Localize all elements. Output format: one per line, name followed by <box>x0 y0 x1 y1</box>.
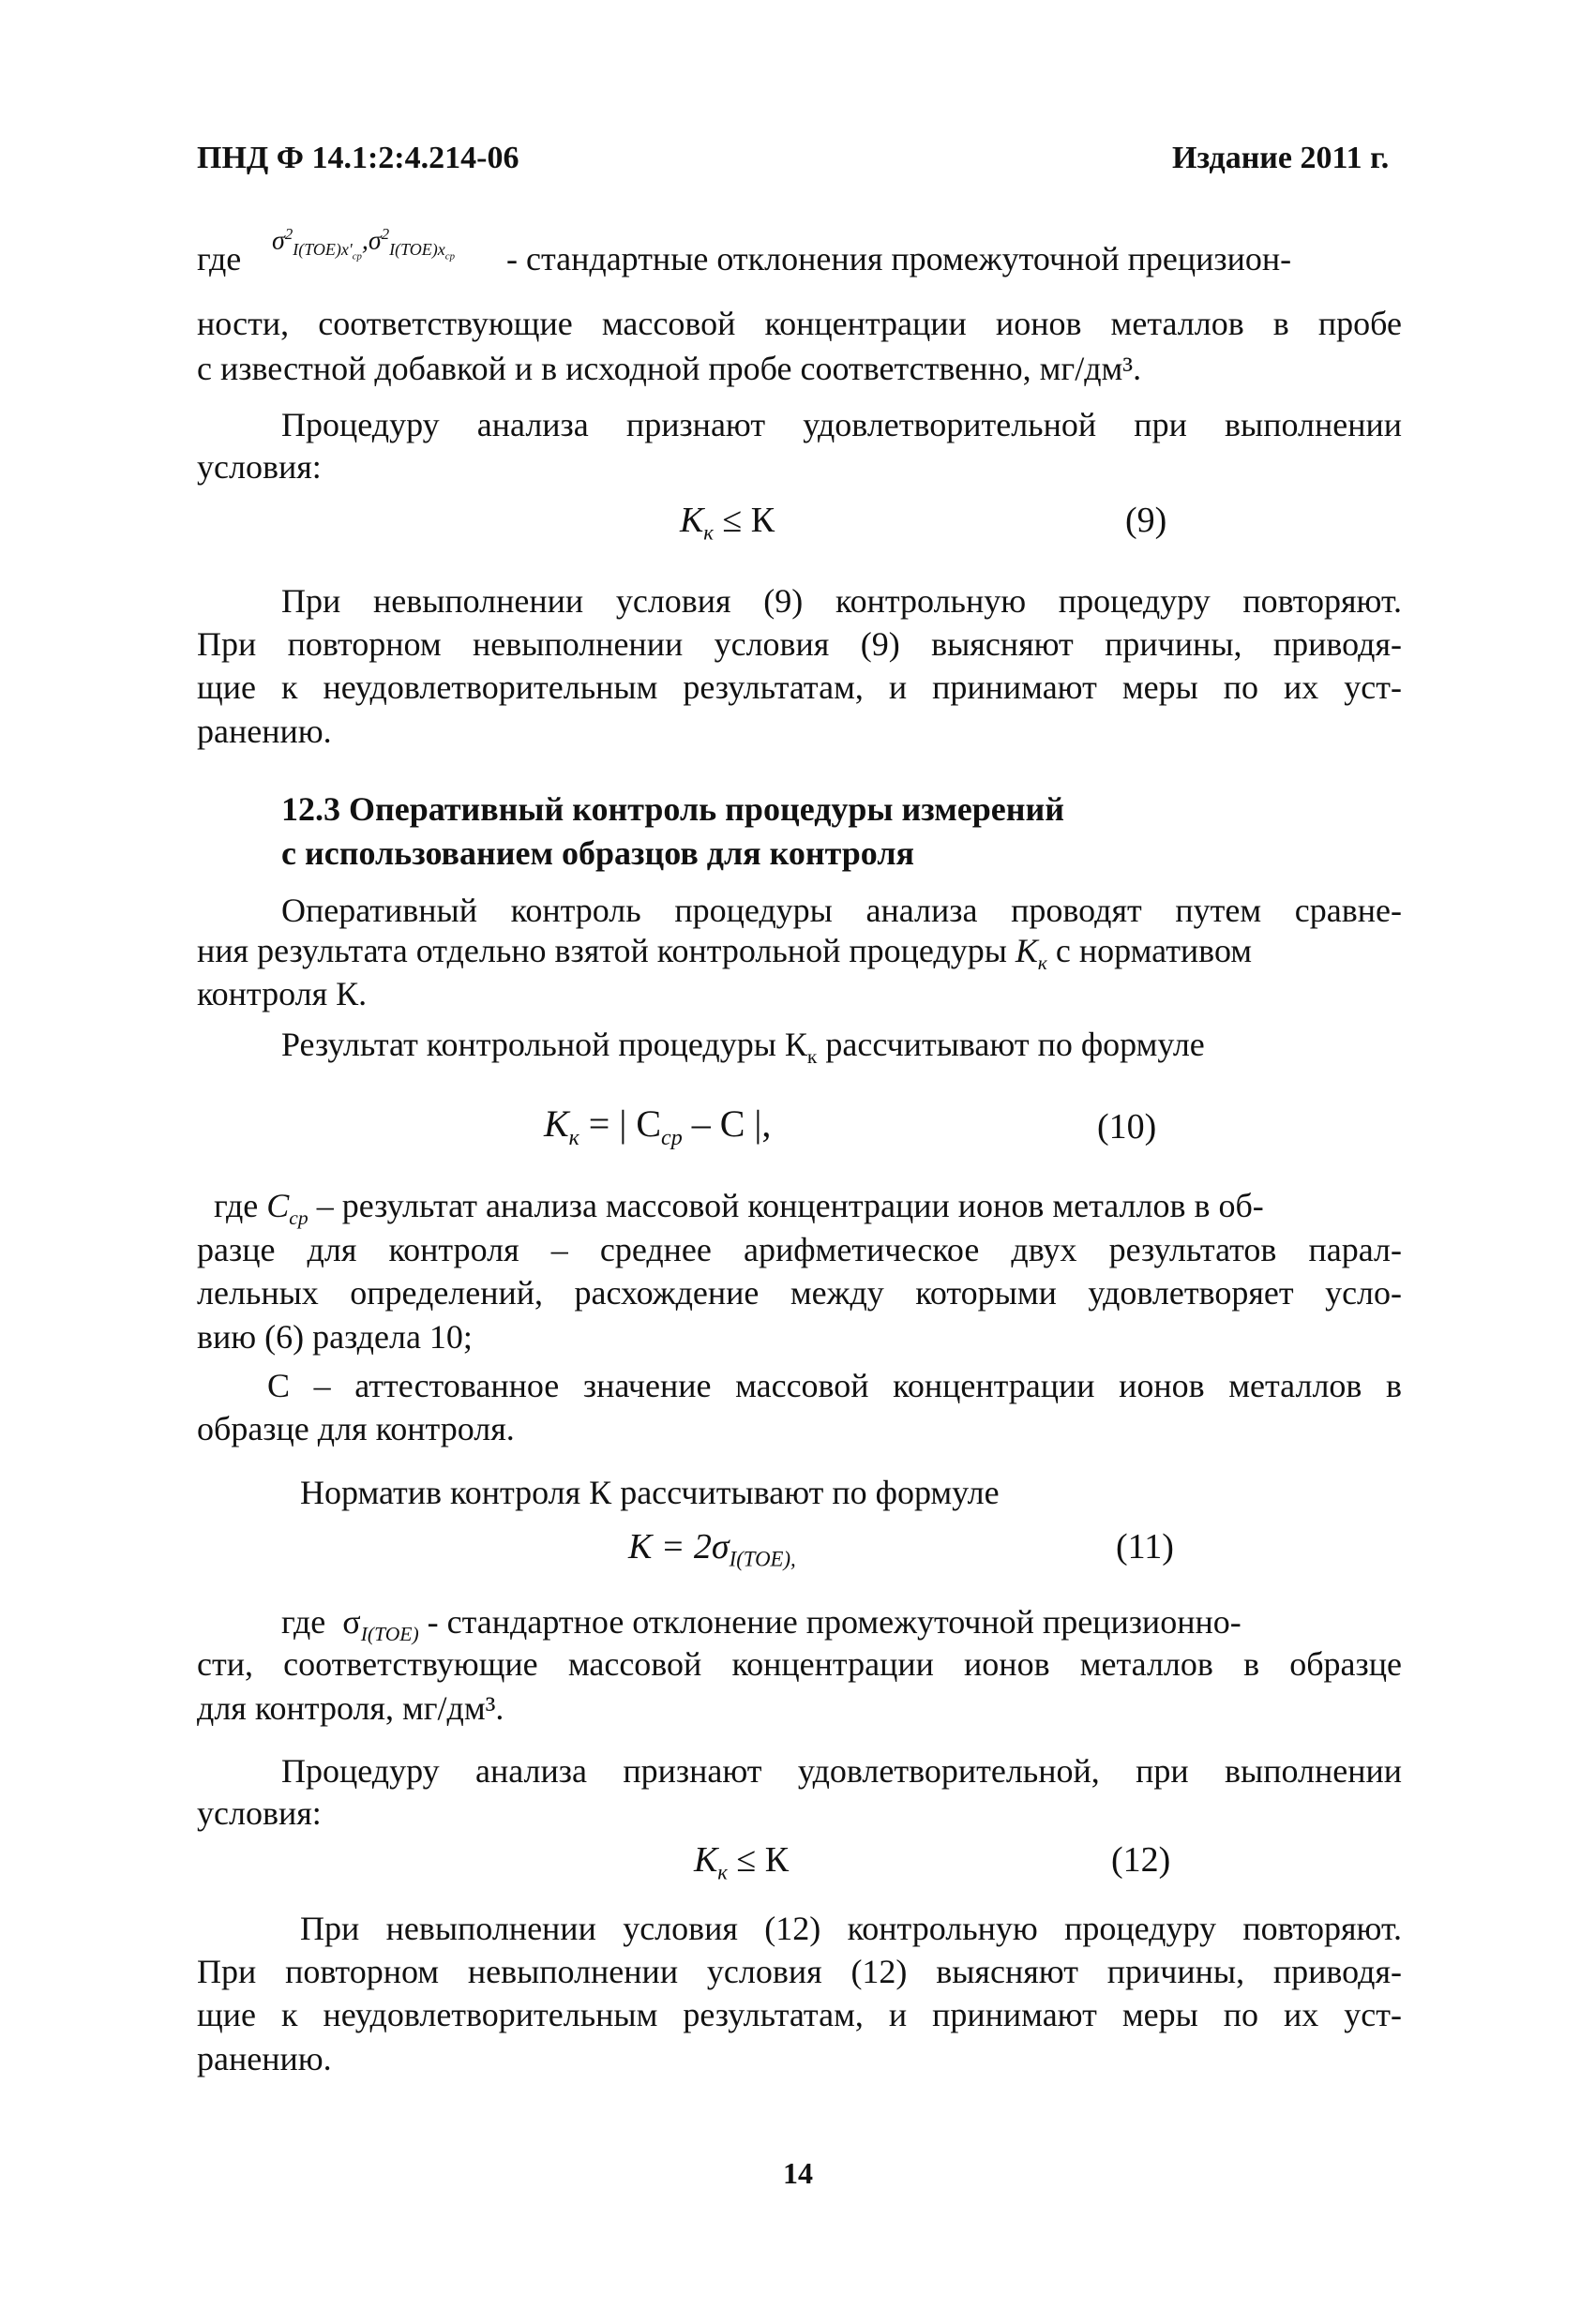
p3-line4: ранению. <box>197 712 332 750</box>
p4-line2: ния результата отдельно взятой контрольной процедуры $К_к$ с нормативом <box>197 932 1253 975</box>
p10-line1: Процедуру анализа признают удовлетворительной, при выполнении <box>281 1752 1402 1790</box>
p11-line1: При невыполнении условия (12) контрольную процедуру повторяют. <box>300 1910 1402 1947</box>
equation-11: $К = 2\sigma_{I(TOE),}$ <box>628 1527 796 1571</box>
p4-line1: Оперативный контроль процедуры анализа проводят путем сравне- <box>281 892 1402 929</box>
p11-line4: ранению. <box>197 2040 332 2077</box>
p1-line3: с известной добавкой и в исходной пробе соответственно, мг/дм³. <box>197 350 1142 387</box>
p8-text: Норматив контроля К рассчитывают по формуле <box>300 1474 1000 1511</box>
edition-year: Издание 2011 г. <box>1172 141 1390 175</box>
p11-line2: При повторном невыполнении условия (12) выясняют причины, приводя- <box>197 1953 1402 1990</box>
p1-line1: - стандартные отклонения промежуточной прецизион- <box>506 240 1292 277</box>
equation-10: $К_к$ = | $C_{ср}$ – C |, <box>544 1102 772 1150</box>
p9-line2: сти, соответствующие массовой концентрации ионов металлов в образце <box>197 1645 1402 1683</box>
equation-12-number: (12) <box>1111 1840 1171 1880</box>
p2-line1: Процедуру анализа признают удовлетворительной при выполнении <box>281 406 1402 443</box>
equation-9: $К_к \le К$ <box>680 501 775 545</box>
section-heading-line2: с использованием образцов для контроля <box>281 834 914 872</box>
page-number: 14 <box>783 2156 813 2190</box>
p6-line3: лельных определений, расхождение между которыми удовлетворяет усло- <box>197 1274 1402 1312</box>
p9-line3: для контроля, мг/дм³. <box>197 1689 504 1727</box>
p10-line2: условия: <box>197 1794 322 1832</box>
p5-text: Результат контрольной процедуры $К_к$ рассчитывают по формуле <box>281 1026 1205 1069</box>
p3-line1: При невыполнении условия (9) контрольную процедуру повторяют. <box>281 582 1402 620</box>
p4-line3: контроля К. <box>197 975 368 1012</box>
doc-code: ПНД Ф 14.1:2:4.214-06 <box>197 141 519 175</box>
p7-line2: образце для контроля. <box>197 1410 515 1447</box>
p3-line2: При повторном невыполнении условия (9) выясняют причины, приводя- <box>197 625 1402 663</box>
equation-12: $К_к \le К$ <box>694 1840 790 1884</box>
equation-9-number: (9) <box>1125 501 1167 540</box>
p7-line1: C – аттестованное значение массовой концентрации ионов металлов в <box>267 1367 1402 1404</box>
section-heading-line1: 12.3 Оперативный контроль процедуры измерений <box>281 790 1064 828</box>
p6-line4: вию (6) раздела 10; <box>197 1318 473 1356</box>
sigma-formula: $\sigma^2_{I(TOE)x'_{cp}},\sigma^2_{I(TOE)x_{cp}}$ <box>272 225 455 262</box>
p2-line2: условия: <box>197 448 322 486</box>
equation-11-number: (11) <box>1116 1527 1174 1567</box>
p6-line1: где $C_{ср}$ – результат анализа массовой концентрации ионов металлов в об- <box>214 1187 1264 1230</box>
p3-line3: щие к неудовлетворительным результатам, и принимают меры по их уст- <box>197 668 1402 706</box>
where-label: где <box>197 240 242 277</box>
p6-line2: разце для контроля – среднее арифметическое двух результатов парал- <box>197 1231 1402 1268</box>
p9-line1: где $\sigma_{I(TOE)}$ - стандартное отклонение промежуточной прецизионно- <box>281 1603 1241 1646</box>
p11-line3: щие к неудовлетворительным результатам, и принимают меры по их уст- <box>197 1996 1402 2033</box>
p1-line2: ности, соответствующие массовой концентрации ионов металлов в пробе <box>197 305 1402 342</box>
equation-10-number: (10) <box>1097 1107 1157 1147</box>
